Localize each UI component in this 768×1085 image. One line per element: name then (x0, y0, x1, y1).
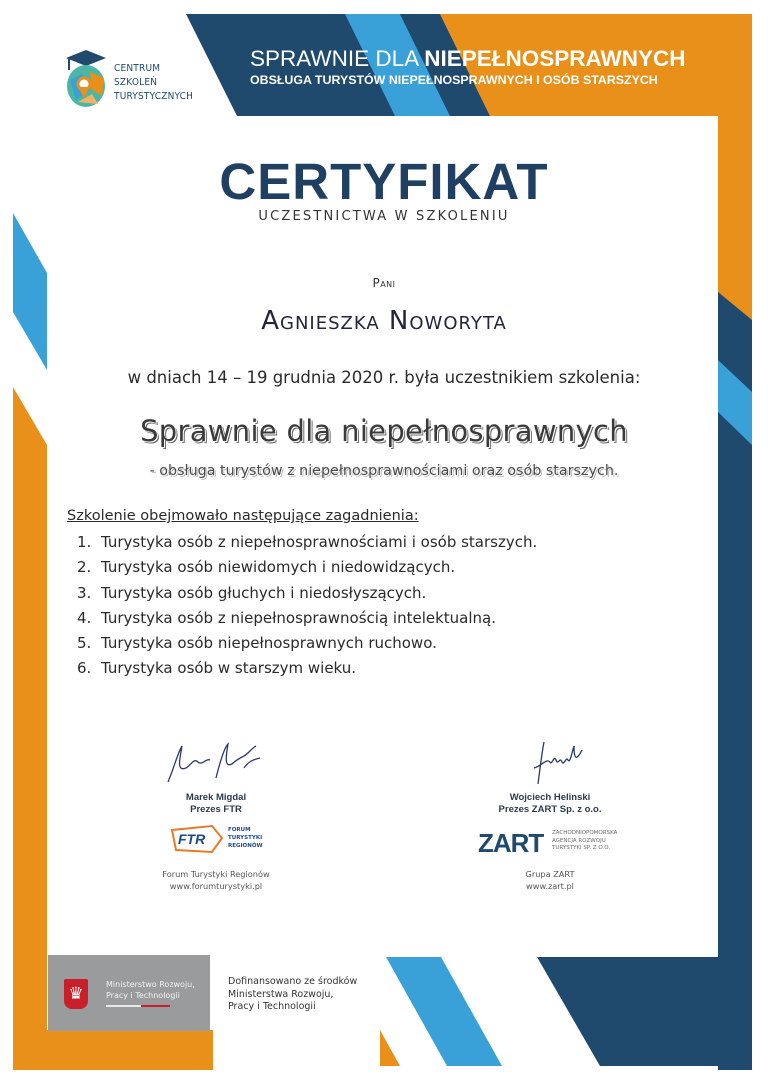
divider (106, 1005, 170, 1007)
polish-eagle-emblem-icon: ♛ (64, 979, 88, 1009)
website-link[interactable]: www.zart.pl (526, 881, 574, 891)
topic-item: 1. Turystyka osób z niepełnosprawnościami i osób starszych. (77, 533, 538, 551)
topic-item: 4. Turystyka osób z niepełnosprawnością intelektualną. (77, 608, 497, 627)
signature-icon (490, 738, 610, 788)
certificate-title: CERTYFIKAT (219, 153, 549, 210)
recipient-name: Agnieszka Noworyta (261, 306, 507, 336)
logo-centrum-szkolen-turystycznych (62, 46, 202, 110)
ftr-logo: FTR FORUM TURYSTYKI REGIONÓW (106, 820, 326, 868)
topic-item: 5. Turystyka osób niepełnosprawnych ruchowo. (77, 634, 437, 653)
course-title: Sprawnie dla niepełnosprawnych (140, 414, 628, 448)
signature-icon (156, 738, 276, 788)
topics-heading: Szkolenie obejmowało następujące zagadnienia: (67, 508, 419, 524)
topics-list (77, 530, 537, 682)
signatory-zart: Wojciech Helinski Prezes ZART Sp. z o.o. ZART ZACHODNIOPOMORSKA AGENCJA ROZWOJU TURYSTYKI SP. Z O.O. Grupa ZART www.zart.pl (440, 738, 660, 892)
topic-item: 3. Turystyka osób głuchych i niedosłyszących. (77, 583, 427, 602)
logo-text: CENTRUM SZKOLEŃ TURYSTYCZNYCH (114, 63, 194, 102)
zart-logo: ZART ZACHODNIOPOMORSKA AGENCJA ROZWOJU TURYSTYKI SP. Z O.O. (478, 828, 618, 858)
ministry-logo-panel: ♛ Ministerstwo Rozwoju, Pracy i Technologii (48, 955, 210, 1031)
banner-title: SPRAWNIE DLA NIEPEŁNOSPRAWNYCH (250, 46, 686, 71)
website-link[interactable]: www.forumturystyki.pl (169, 881, 263, 891)
topic-item: 6. Turystyka osób w starszym wieku. (77, 659, 357, 678)
salutation: Pani (372, 276, 396, 290)
banner-subtitle: OBSŁUGA TURYSTÓW NIEPEŁNOSPRAWNYCH I OSÓB STARSZYCH (250, 73, 658, 87)
participation-dates: w dniach 14 – 19 grudnia 2020 r. była uczestnikiem szkolenia: (127, 368, 641, 387)
topic-item: 2. Turystyka osób niewidomych i niedowidzących. (77, 558, 456, 577)
signatory-ftr: Marek Migdal Prezes FTR FTR FORUM TURYSTYKI REGIONÓW Forum Turystyki Regionów www.forumturystyki.pl (106, 738, 326, 892)
graduation-cap-map-pin-icon (62, 46, 110, 110)
certificate-subtitle: UCZESTNICTWA W SZKOLENIU (258, 209, 510, 224)
course-subtitle: - obsługa turystów z niepełnosprawnościami oraz osób starszych. (149, 463, 619, 479)
funding-note: Dofinansowano ze środków Ministerstwa Rozwoju, Pracy i Technologii (228, 976, 358, 1012)
svg-text:FTR: FTR (178, 831, 206, 847)
ftr-logo-icon (168, 822, 226, 856)
